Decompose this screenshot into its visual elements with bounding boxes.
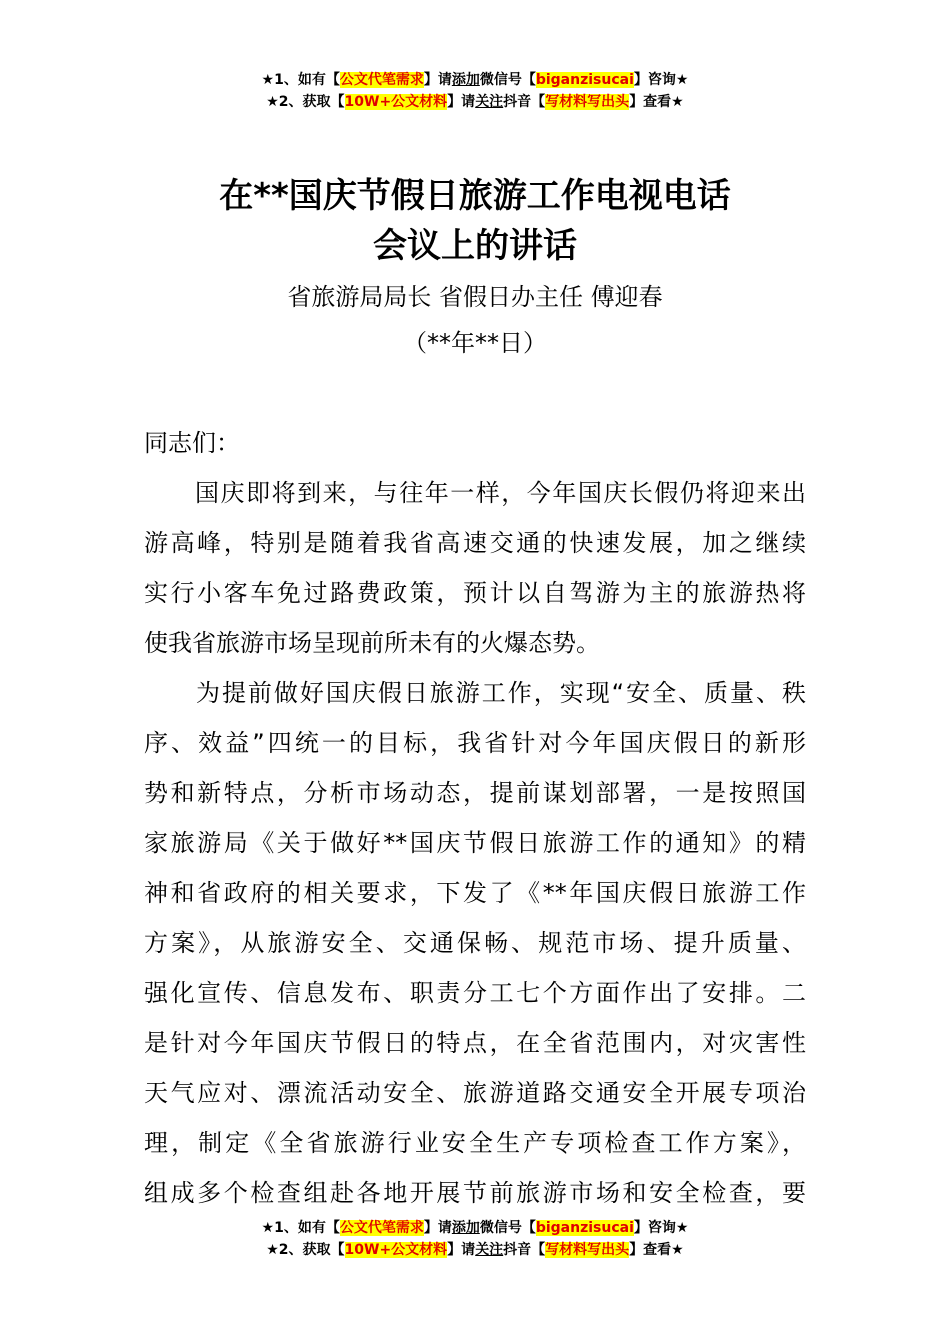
- paragraph-2: [144, 668, 806, 1218]
- banner-text: 抖音【: [503, 94, 546, 110]
- banner-line-1: [0, 69, 950, 91]
- banner-underlined: 添加: [451, 1220, 480, 1236]
- banner-text: 】查看★: [629, 1242, 684, 1258]
- text-line: 神和省政府的相关要求，下发了《**年国庆假日旅游工作: [144, 879, 806, 907]
- text-line: 天气应对、漂流活动安全、旅游道路交通安全开展专项治: [144, 1079, 806, 1107]
- banner-highlight: biganzisucai: [535, 1220, 634, 1236]
- banner-line-2: [0, 91, 950, 113]
- banner-line-2: [0, 1239, 950, 1261]
- banner-text: 】查看★: [629, 94, 684, 110]
- text-line: 理，制定《全省旅游行业安全生产专项检查工作方案》，: [144, 1129, 806, 1157]
- banner-text: 】咨询★: [633, 72, 689, 88]
- text-line: 组成多个检查组赴各地开展节前旅游市场和安全检查，要: [144, 1179, 806, 1207]
- banner-text: 】请: [423, 72, 452, 88]
- speaker-byline: 省旅游局局长 省假日办主任 傅迎春: [287, 283, 663, 311]
- text-line: 势和新特点，分析市场动态，提前谋划部署，一是按照国: [144, 779, 806, 807]
- banner-text: 微信号【: [479, 1220, 536, 1236]
- banner-underlined: 关注: [475, 94, 504, 110]
- text-line: 国庆即将到来，与往年一样，今年国庆长假仍将迎来出: [144, 479, 806, 507]
- text-line: 家旅游局《关于做好**国庆节假日旅游工作的通知》的精: [144, 829, 806, 857]
- text-line: 为提前做好国庆假日旅游工作，实现“安全、质量、秩: [144, 679, 806, 707]
- header-banner: [0, 69, 950, 113]
- text-line: 使我省旅游市场呈现前所未有的火爆态势。: [144, 629, 600, 657]
- text-line: 强化宣传、信息发布、职责分工七个方面作出了安排。二: [144, 979, 806, 1007]
- text-line: 是针对今年国庆节假日的特点，在全省范围内，对灾害性: [144, 1029, 806, 1057]
- paragraph-1: [144, 468, 806, 668]
- banner-text: 】请: [447, 94, 476, 110]
- banner-text: 微信号【: [479, 72, 536, 88]
- text-line: 序、效益”四统一的目标，我省针对今年国庆假日的新形: [144, 729, 806, 757]
- banner-highlight: biganzisucai: [535, 72, 634, 88]
- salutation: 同志们：: [144, 429, 240, 457]
- banner-text: 抖音【: [503, 1242, 546, 1258]
- banner-highlight: 写材料写出头: [545, 94, 630, 110]
- banner-text: 】请: [423, 1220, 452, 1236]
- banner-text: ★2、获取【: [266, 94, 345, 110]
- banner-highlight: 10W+公文材料: [344, 1242, 448, 1258]
- text-line: 实行小客车免过路费政策，预计以自驾游为主的旅游热将: [144, 579, 806, 607]
- banner-highlight: 写材料写出头: [545, 1242, 630, 1258]
- banner-text: ★1、如有【: [261, 72, 340, 88]
- banner-text: 】请: [447, 1242, 476, 1258]
- banner-highlight: 公文代笔需求: [339, 1220, 424, 1236]
- footer-banner: [0, 1217, 950, 1261]
- banner-line-1: [0, 1217, 950, 1239]
- banner-text: 】咨询★: [633, 1220, 689, 1236]
- banner-underlined: 添加: [451, 72, 480, 88]
- text-line: 游高峰，特别是随着我省高速交通的快速发展，加之继续: [144, 529, 806, 557]
- text-line: 方案》，从旅游安全、交通保畅、规范市场、提升质量、: [144, 929, 806, 957]
- banner-underlined: 关注: [475, 1242, 504, 1258]
- banner-highlight: 公文代笔需求: [339, 72, 424, 88]
- banner-text: ★1、如有【: [261, 1220, 340, 1236]
- speech-date: （**年**日）: [403, 329, 547, 357]
- document-title-line-1: 在**国庆节假日旅游工作电视电话: [219, 176, 731, 216]
- banner-highlight: 10W+公文材料: [344, 94, 448, 110]
- banner-text: ★2、获取【: [266, 1242, 345, 1258]
- document-title-line-2: 会议上的讲话: [373, 226, 577, 266]
